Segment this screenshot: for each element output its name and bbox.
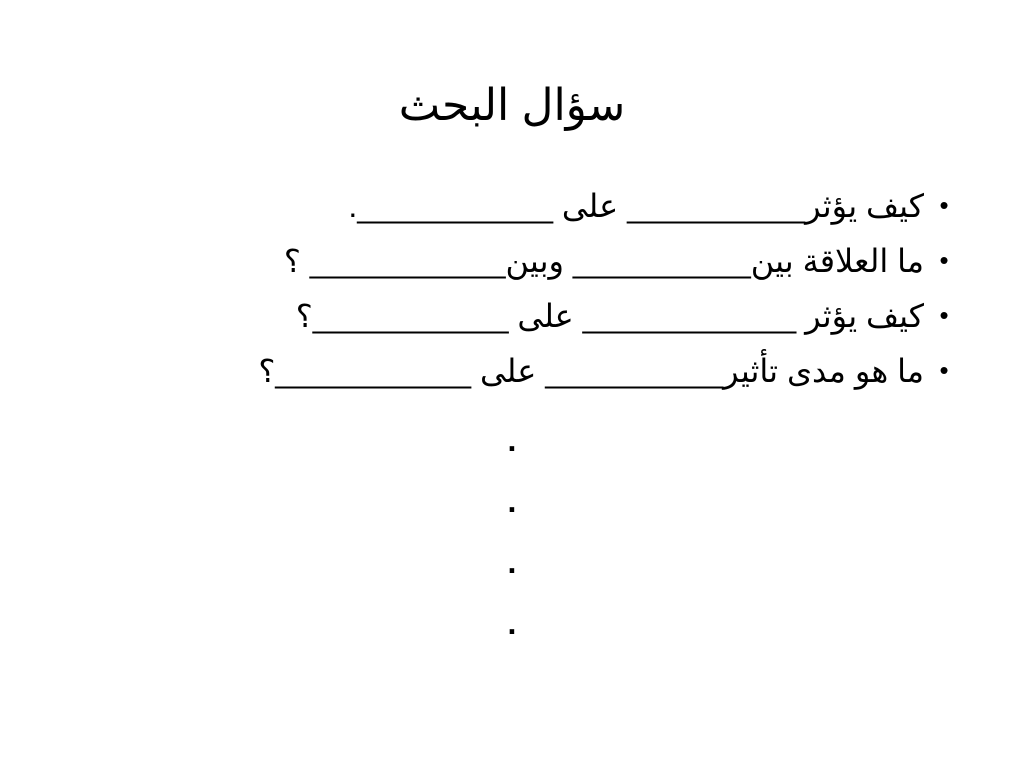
bullet-icon: • <box>939 245 949 275</box>
bullet-icon: • <box>939 355 949 385</box>
list-item <box>258 343 964 398</box>
slide-title: سؤال البحث <box>398 81 626 130</box>
bullet-icon: • <box>939 190 949 220</box>
bullet-list <box>258 178 964 398</box>
list-item <box>258 178 964 233</box>
list-item <box>258 288 964 343</box>
ellipsis-dot: . <box>507 605 517 641</box>
bullet-icon: • <box>939 300 949 330</box>
bullet-text: كيف يؤثر__________ على ___________. <box>348 187 924 224</box>
ellipsis-dot: . <box>507 422 517 458</box>
bullet-text: ما هو مدى تأثير__________ على ___________؟ <box>258 352 924 389</box>
list-item <box>258 233 964 288</box>
bullet-text: كيف يؤثر ____________ على ___________؟ <box>295 297 924 334</box>
ellipsis-dot: . <box>507 483 517 519</box>
ellipsis-dot: . <box>507 544 517 580</box>
ellipsis-dots <box>0 420 1024 664</box>
bullet-text: ما العلاقة بين__________ وبين___________ ؟ <box>283 242 924 279</box>
